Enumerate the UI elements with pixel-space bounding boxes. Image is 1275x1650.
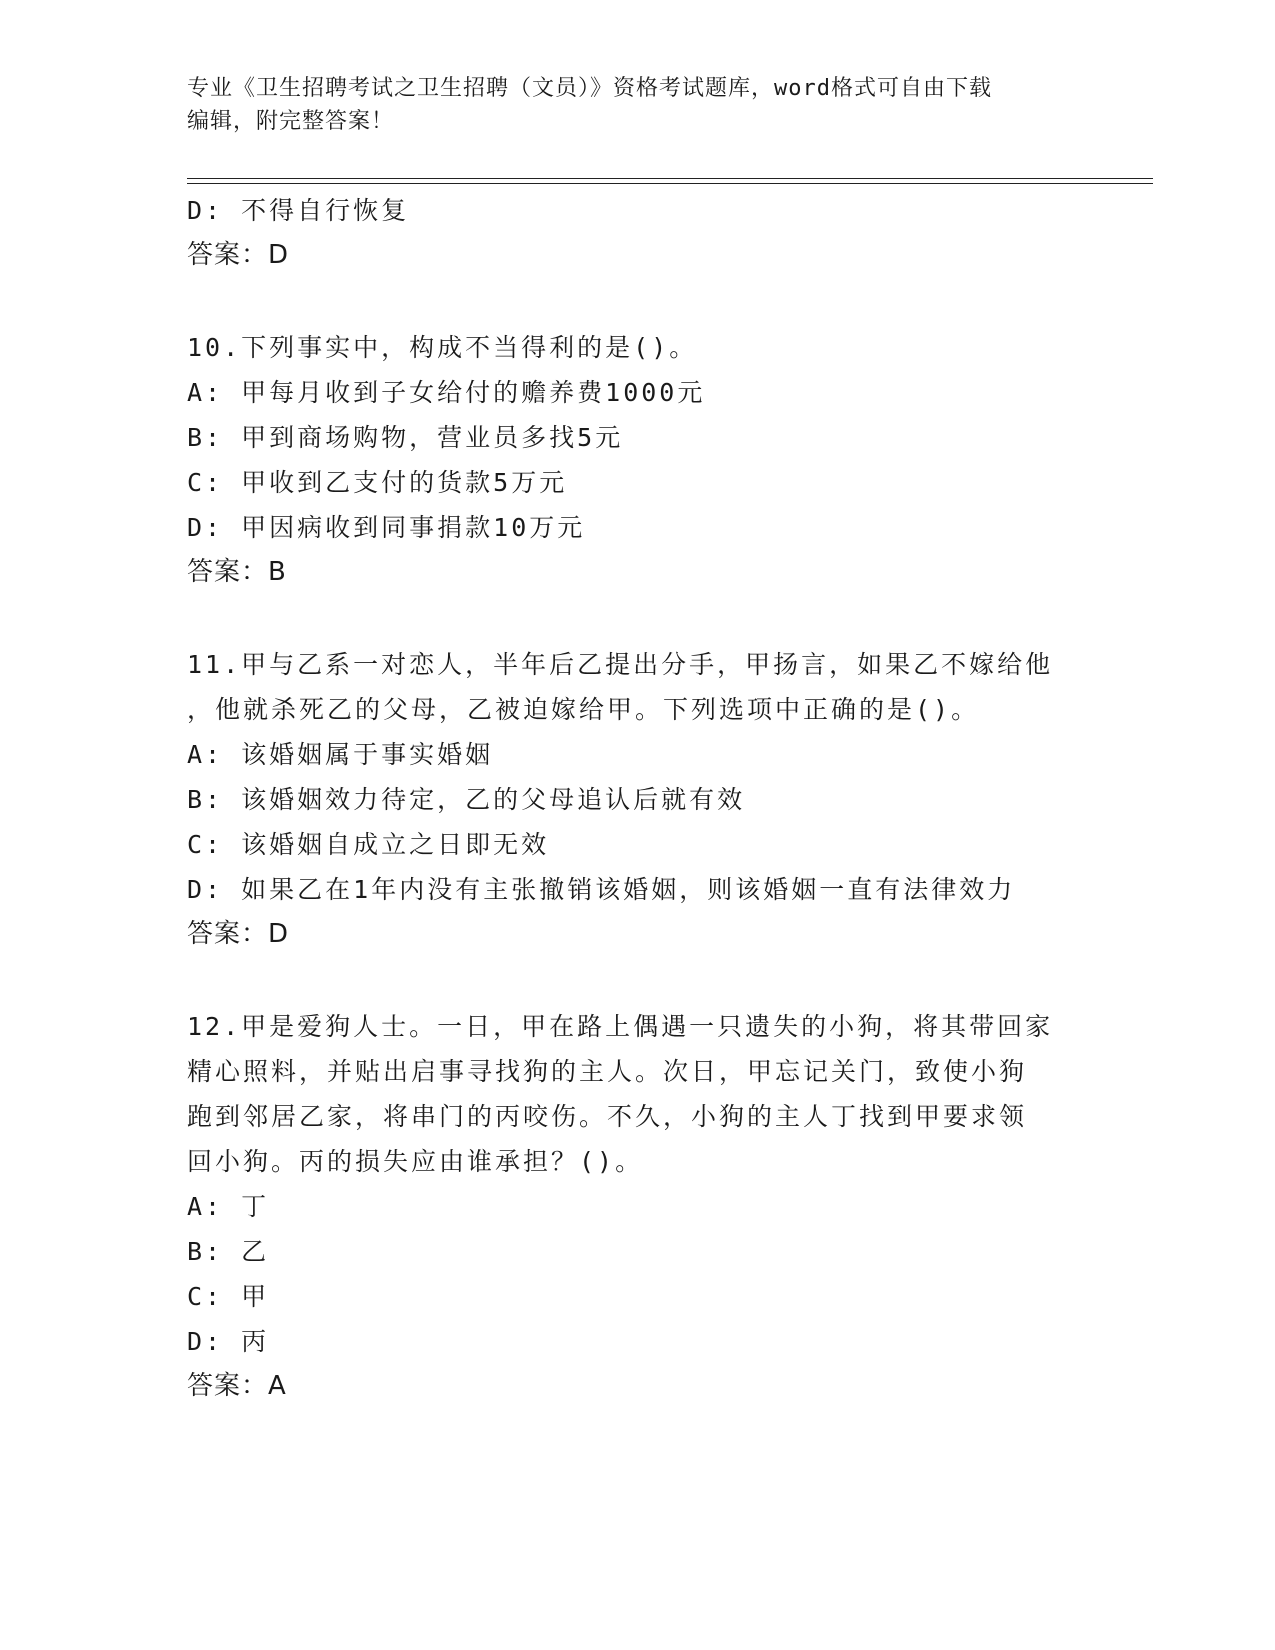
option-c: C: 该婚姻自成立之日即无效 xyxy=(187,830,550,859)
option-b: B: 乙 xyxy=(187,1237,270,1266)
header-line-1: 专业《卫生招聘考试之卫生招聘（文员）》资格考试题库，word格式可自由下载 xyxy=(187,76,992,101)
previous-question-tail xyxy=(187,188,1087,278)
header-divider-bottom xyxy=(187,183,1153,184)
answer-line: 答案：D xyxy=(187,919,290,949)
question-stem: 11.甲与乙系一对恋人，半年后乙提出分手，甲扬言，如果乙不嫁给他 xyxy=(187,650,1054,679)
question-10 xyxy=(187,325,1087,595)
question-stem: ，他就杀死乙的父母，乙被迫嫁给甲。下列选项中正确的是()。 xyxy=(187,695,980,724)
question-stem: 10.下列事实中，构成不当得利的是()。 xyxy=(187,333,698,362)
option-c: C: 甲收到乙支付的货款5万元 xyxy=(187,468,568,497)
question-11 xyxy=(187,642,1087,957)
question-list xyxy=(187,188,1087,1409)
answer-line: 答案：A xyxy=(187,1371,287,1401)
document-header xyxy=(187,72,1087,138)
header-line-2: 编辑，附完整答案！ xyxy=(187,109,395,134)
question-stem: 回小狗。丙的损失应由谁承担？()。 xyxy=(187,1147,644,1176)
option-a: A: 甲每月收到子女给付的赡养费1000元 xyxy=(187,378,706,407)
option-d: D: 丙 xyxy=(187,1327,270,1356)
option-d: D: 甲因病收到同事捐款10万元 xyxy=(187,513,586,542)
question-stem: 精心照料，并贴出启事寻找狗的主人。次日，甲忘记关门，致使小狗 xyxy=(187,1057,1028,1086)
question-stem: 12.甲是爱狗人士。一日，甲在路上偶遇一只遗失的小狗，将其带回家 xyxy=(187,1012,1054,1041)
question-12 xyxy=(187,1004,1087,1409)
option-b: B: 甲到商场购物，营业员多找5元 xyxy=(187,423,624,452)
option-d: D: 如果乙在1年内没有主张撤销该婚姻，则该婚姻一直有法律效力 xyxy=(187,875,1016,904)
option-a: A: 该婚姻属于事实婚姻 xyxy=(187,740,494,769)
option-a: A: 丁 xyxy=(187,1192,270,1221)
option-c: C: 甲 xyxy=(187,1282,270,1311)
answer-line: 答案：B xyxy=(187,557,287,587)
option-b: B: 该婚姻效力待定，乙的父母追认后就有效 xyxy=(187,785,746,814)
option-d: D: 不得自行恢复 xyxy=(187,196,410,225)
header-divider-top xyxy=(187,178,1153,179)
question-stem: 跑到邻居乙家，将串门的丙咬伤。不久，小狗的主人丁找到甲要求领 xyxy=(187,1102,1028,1131)
answer-line: 答案：D xyxy=(187,240,290,270)
